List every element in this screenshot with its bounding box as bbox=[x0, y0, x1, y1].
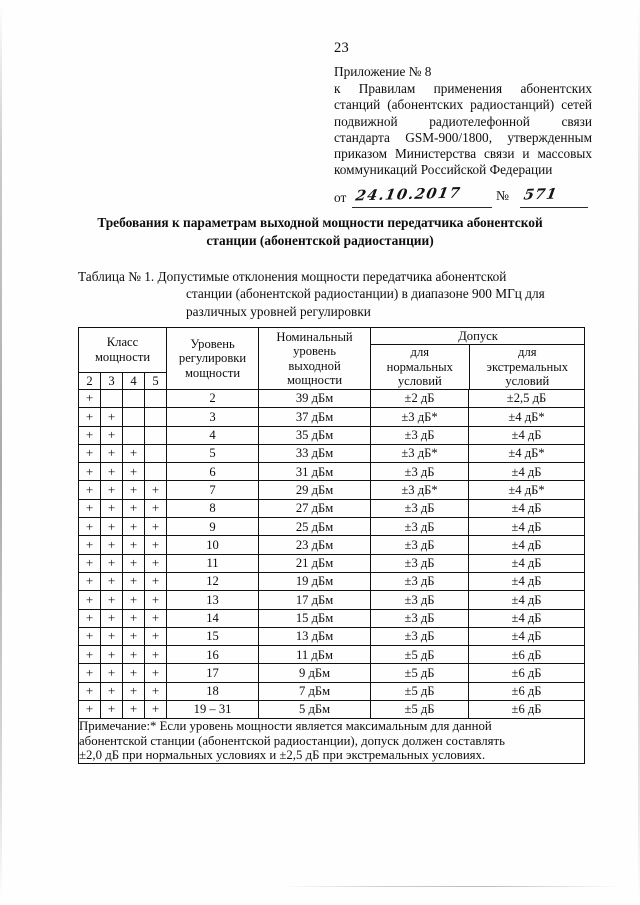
cell-power-class-3: + bbox=[101, 664, 123, 682]
appendix-reference-text: к Правилам применения абонентских станций (абонентских радиостанций) сетей подвижной радиотелефонной связи стандарта GSM-900/1800, утвержденным приказом Министерства связи и массовых коммуникаций Российской Федерации bbox=[334, 81, 592, 178]
cell-nominal-power: 25 дБм bbox=[259, 518, 371, 536]
table-row bbox=[79, 591, 585, 609]
cell-control-level: 15 bbox=[167, 627, 259, 645]
power-tolerance-table-wrapper bbox=[78, 327, 569, 764]
cell-power-class-4: + bbox=[123, 609, 145, 627]
cell-power-class-5: + bbox=[145, 664, 167, 682]
cell-nominal-power: 19 дБм bbox=[259, 572, 371, 590]
cell-power-class-2: + bbox=[79, 664, 101, 682]
cell-power-class-3: + bbox=[101, 536, 123, 554]
cell-power-class-4: + bbox=[123, 536, 145, 554]
scan-edge-bottom bbox=[280, 886, 622, 887]
cell-power-class-5: + bbox=[145, 518, 167, 536]
cell-power-class-2: + bbox=[79, 426, 101, 444]
cell-tolerance-extreme: ±4 дБ bbox=[469, 536, 585, 554]
cell-power-class-2: + bbox=[79, 463, 101, 481]
table-row bbox=[79, 518, 585, 536]
cell-power-class-4 bbox=[123, 426, 145, 444]
header-nominal-power-line4: мощности bbox=[286, 372, 343, 387]
power-tolerance-table bbox=[78, 327, 585, 764]
order-number-underline bbox=[520, 207, 588, 208]
cell-tolerance-extreme: ±4 дБ* bbox=[469, 408, 585, 426]
cell-power-class-5 bbox=[145, 390, 167, 408]
table-row bbox=[79, 481, 585, 499]
scan-edge-left bbox=[0, 0, 2, 905]
header-normal-line1: для bbox=[410, 345, 430, 360]
appendix-reference-block bbox=[334, 64, 592, 178]
cell-nominal-power: 9 дБм bbox=[259, 664, 371, 682]
cell-power-class-5 bbox=[145, 463, 167, 481]
cell-power-class-4: + bbox=[123, 627, 145, 645]
cell-control-level: 14 bbox=[167, 609, 259, 627]
document-heading bbox=[78, 214, 562, 249]
cell-control-level: 19 – 31 bbox=[167, 701, 259, 719]
cell-tolerance-extreme: ±4 дБ* bbox=[469, 481, 585, 499]
header-normal-line3: условий bbox=[397, 374, 442, 389]
cell-tolerance-normal: ±2 дБ bbox=[371, 390, 469, 408]
cell-power-class-4: + bbox=[123, 554, 145, 572]
cell-power-class-3: + bbox=[101, 609, 123, 627]
cell-tolerance-extreme: ±6 дБ bbox=[469, 664, 585, 682]
table-row bbox=[79, 390, 585, 408]
cell-power-class-2: + bbox=[79, 481, 101, 499]
cell-power-class-4: + bbox=[123, 572, 145, 590]
cell-tolerance-extreme: ±6 дБ bbox=[469, 682, 585, 700]
header-control-level bbox=[167, 328, 259, 390]
cell-tolerance-extreme: ±4 дБ bbox=[469, 463, 585, 481]
cell-nominal-power: 35 дБм bbox=[259, 426, 371, 444]
table-header bbox=[79, 328, 585, 390]
table-row bbox=[79, 609, 585, 627]
cell-power-class-2: + bbox=[79, 518, 101, 536]
appendix-title: Приложение № 8 bbox=[334, 64, 432, 79]
cell-power-class-2: + bbox=[79, 701, 101, 719]
cell-tolerance-normal: ±3 дБ* bbox=[371, 444, 469, 462]
cell-tolerance-normal: ±3 дБ* bbox=[371, 408, 469, 426]
cell-power-class-4: + bbox=[123, 444, 145, 462]
table-row bbox=[79, 463, 585, 481]
cell-tolerance-normal: ±3 дБ bbox=[371, 627, 469, 645]
cell-power-class-3: + bbox=[101, 554, 123, 572]
cell-control-level: 17 bbox=[167, 664, 259, 682]
header-control-level-line2: регулировки bbox=[178, 351, 247, 366]
table-row bbox=[79, 682, 585, 700]
header-nominal-power-line1: Номинальный bbox=[276, 329, 353, 344]
table-row bbox=[79, 646, 585, 664]
cell-control-level: 2 bbox=[167, 390, 259, 408]
cell-power-class-5: + bbox=[145, 536, 167, 554]
document-heading-line1: Требования к параметрам выходной мощности передатчика абонентской bbox=[97, 215, 543, 230]
header-tolerance-extreme bbox=[469, 345, 585, 390]
cell-power-class-4: + bbox=[123, 646, 145, 664]
table-note-line2: абонентской станции (абонентской радиостанции), допуск должен составлять bbox=[79, 733, 505, 748]
header-tolerance-normal bbox=[371, 345, 469, 390]
cell-control-level: 16 bbox=[167, 646, 259, 664]
cell-nominal-power: 33 дБм bbox=[259, 444, 371, 462]
cell-power-class-5: + bbox=[145, 701, 167, 719]
cell-power-class-3: + bbox=[101, 682, 123, 700]
cell-nominal-power: 27 дБм bbox=[259, 499, 371, 517]
cell-nominal-power: 5 дБм bbox=[259, 701, 371, 719]
cell-power-class-3: + bbox=[101, 646, 123, 664]
cell-control-level: 8 bbox=[167, 499, 259, 517]
cell-power-class-4: + bbox=[123, 499, 145, 517]
cell-nominal-power: 7 дБм bbox=[259, 682, 371, 700]
cell-nominal-power: 11 дБм bbox=[259, 646, 371, 664]
cell-power-class-3: + bbox=[101, 627, 123, 645]
order-from-label: от bbox=[334, 190, 347, 205]
header-class-4: 4 bbox=[123, 372, 145, 389]
header-class-2: 2 bbox=[79, 372, 101, 389]
cell-power-class-3: + bbox=[101, 572, 123, 590]
header-power-class bbox=[79, 328, 167, 373]
cell-power-class-5 bbox=[145, 408, 167, 426]
table-row bbox=[79, 627, 585, 645]
header-control-level-line3: мощности bbox=[184, 365, 241, 380]
cell-power-class-2: + bbox=[79, 554, 101, 572]
cell-power-class-4: + bbox=[123, 463, 145, 481]
cell-power-class-3: + bbox=[101, 426, 123, 444]
cell-tolerance-normal: ±3 дБ bbox=[371, 572, 469, 590]
cell-control-level: 4 bbox=[167, 426, 259, 444]
header-extreme-line3: условий bbox=[505, 374, 550, 389]
cell-control-level: 13 bbox=[167, 591, 259, 609]
cell-power-class-3: + bbox=[101, 408, 123, 426]
table-note-line3: ±2,0 дБ при нормальных условиях и ±2,5 дБ при экстремальных условиях. bbox=[79, 748, 486, 763]
cell-power-class-5: + bbox=[145, 591, 167, 609]
header-nominal-power bbox=[259, 328, 371, 390]
cell-control-level: 6 bbox=[167, 463, 259, 481]
cell-tolerance-normal: ±3 дБ bbox=[371, 554, 469, 572]
table-row bbox=[79, 536, 585, 554]
cell-control-level: 9 bbox=[167, 518, 259, 536]
cell-tolerance-extreme: ±4 дБ bbox=[469, 591, 585, 609]
cell-power-class-4 bbox=[123, 408, 145, 426]
header-power-class-line1: Класс bbox=[106, 335, 139, 350]
table-caption-line3: различных уровней регулировки bbox=[186, 303, 371, 319]
header-power-class-line2: мощности bbox=[94, 349, 151, 364]
cell-power-class-5: + bbox=[145, 627, 167, 645]
cell-tolerance-extreme: ±2,5 дБ bbox=[469, 390, 585, 408]
cell-power-class-4: + bbox=[123, 481, 145, 499]
cell-tolerance-normal: ±3 дБ bbox=[371, 463, 469, 481]
cell-power-class-5: + bbox=[145, 646, 167, 664]
cell-control-level: 12 bbox=[167, 572, 259, 590]
cell-tolerance-normal: ±3 дБ bbox=[371, 536, 469, 554]
table-note bbox=[79, 719, 585, 763]
cell-power-class-2: + bbox=[79, 444, 101, 462]
cell-power-class-5: + bbox=[145, 682, 167, 700]
cell-tolerance-extreme: ±4 дБ bbox=[469, 572, 585, 590]
cell-control-level: 3 bbox=[167, 408, 259, 426]
order-date-handwritten: 24.10.2017 bbox=[354, 184, 463, 205]
cell-tolerance-extreme: ±4 дБ bbox=[469, 609, 585, 627]
cell-control-level: 18 bbox=[167, 682, 259, 700]
table-row bbox=[79, 572, 585, 590]
cell-nominal-power: 17 дБм bbox=[259, 591, 371, 609]
cell-power-class-3: + bbox=[101, 591, 123, 609]
cell-power-class-2: + bbox=[79, 682, 101, 700]
cell-tolerance-normal: ±5 дБ bbox=[371, 701, 469, 719]
cell-power-class-5: + bbox=[145, 572, 167, 590]
cell-power-class-2: + bbox=[79, 609, 101, 627]
table-row bbox=[79, 701, 585, 719]
header-class-5: 5 bbox=[145, 372, 167, 389]
cell-power-class-4: + bbox=[123, 682, 145, 700]
cell-tolerance-normal: ±3 дБ bbox=[371, 591, 469, 609]
header-extreme-line1: для bbox=[518, 345, 537, 360]
cell-tolerance-extreme: ±6 дБ bbox=[469, 701, 585, 719]
table-row bbox=[79, 664, 585, 682]
cell-power-class-4 bbox=[123, 390, 145, 408]
cell-nominal-power: 13 дБм bbox=[259, 627, 371, 645]
order-number-label: № bbox=[496, 188, 509, 203]
cell-power-class-3: + bbox=[101, 481, 123, 499]
cell-tolerance-normal: ±3 дБ* bbox=[371, 481, 469, 499]
table-body bbox=[79, 390, 585, 764]
table-caption-line1: Таблица № 1. Допустимые отклонения мощности передатчика абонентской bbox=[78, 269, 507, 284]
header-normal-line2: нормальных bbox=[386, 359, 453, 374]
cell-nominal-power: 21 дБм bbox=[259, 554, 371, 572]
cell-power-class-5 bbox=[145, 444, 167, 462]
cell-tolerance-normal: ±3 дБ bbox=[371, 609, 469, 627]
cell-power-class-3: + bbox=[101, 701, 123, 719]
cell-power-class-5: + bbox=[145, 499, 167, 517]
order-date-underline bbox=[352, 207, 492, 208]
cell-power-class-2: + bbox=[79, 390, 101, 408]
cell-power-class-5: + bbox=[145, 481, 167, 499]
page-number: 23 bbox=[334, 40, 349, 56]
cell-tolerance-extreme: ±6 дБ bbox=[469, 646, 585, 664]
cell-tolerance-normal: ±3 дБ bbox=[371, 518, 469, 536]
cell-tolerance-normal: ±5 дБ bbox=[371, 646, 469, 664]
cell-power-class-4: + bbox=[123, 664, 145, 682]
cell-tolerance-extreme: ±4 дБ bbox=[469, 426, 585, 444]
header-class-3: 3 bbox=[101, 372, 123, 389]
cell-power-class-3: + bbox=[101, 518, 123, 536]
cell-tolerance-extreme: ±4 дБ bbox=[469, 627, 585, 645]
cell-control-level: 11 bbox=[167, 554, 259, 572]
header-control-level-line1: Уровень bbox=[190, 336, 235, 351]
cell-control-level: 5 bbox=[167, 444, 259, 462]
cell-tolerance-normal: ±3 дБ bbox=[371, 426, 469, 444]
cell-nominal-power: 15 дБм bbox=[259, 609, 371, 627]
cell-power-class-5 bbox=[145, 426, 167, 444]
cell-power-class-4: + bbox=[123, 591, 145, 609]
cell-nominal-power: 37 дБм bbox=[259, 408, 371, 426]
cell-power-class-2: + bbox=[79, 646, 101, 664]
cell-tolerance-extreme: ±4 дБ bbox=[469, 554, 585, 572]
cell-tolerance-normal: ±5 дБ bbox=[371, 682, 469, 700]
table-caption-line2: станции (абонентской радиостанции) в диапазоне 900 МГц для bbox=[186, 286, 545, 302]
cell-power-class-2: + bbox=[79, 572, 101, 590]
table-caption bbox=[78, 268, 562, 320]
table-header-row-group bbox=[79, 328, 585, 373]
cell-power-class-5: + bbox=[145, 554, 167, 572]
header-tolerance-group: Допуск bbox=[371, 328, 585, 345]
cell-power-class-2: + bbox=[79, 591, 101, 609]
cell-power-class-3: + bbox=[101, 463, 123, 481]
cell-tolerance-normal: ±3 дБ bbox=[371, 499, 469, 517]
cell-control-level: 7 bbox=[167, 481, 259, 499]
table-note-line1: Примечание:* Если уровень мощности является максимальным для данной bbox=[79, 719, 492, 734]
order-signature-line bbox=[334, 186, 592, 210]
table-row bbox=[79, 554, 585, 572]
order-number-handwritten: 571 bbox=[522, 185, 559, 204]
cell-power-class-4: + bbox=[123, 518, 145, 536]
cell-nominal-power: 31 дБм bbox=[259, 463, 371, 481]
cell-power-class-3 bbox=[101, 390, 123, 408]
cell-control-level: 10 bbox=[167, 536, 259, 554]
cell-tolerance-normal: ±5 дБ bbox=[371, 664, 469, 682]
cell-power-class-2: + bbox=[79, 536, 101, 554]
header-nominal-power-line3: выходной bbox=[288, 358, 341, 373]
cell-tolerance-extreme: ±4 дБ bbox=[469, 499, 585, 517]
document-heading-line2: станции (абонентской радиостанции) bbox=[206, 232, 434, 248]
cell-power-class-3: + bbox=[101, 444, 123, 462]
cell-power-class-2: + bbox=[79, 627, 101, 645]
table-row bbox=[79, 426, 585, 444]
table-row bbox=[79, 444, 585, 462]
table-row bbox=[79, 408, 585, 426]
cell-nominal-power: 39 дБм bbox=[259, 390, 371, 408]
cell-tolerance-extreme: ±4 дБ* bbox=[469, 444, 585, 462]
table-row bbox=[79, 499, 585, 517]
cell-nominal-power: 23 дБм bbox=[259, 536, 371, 554]
header-extreme-line2: экстремальных bbox=[486, 359, 569, 374]
cell-power-class-5: + bbox=[145, 609, 167, 627]
header-tolerance-container bbox=[371, 328, 585, 390]
cell-power-class-2: + bbox=[79, 499, 101, 517]
table-note-row bbox=[79, 719, 585, 763]
cell-nominal-power: 29 дБм bbox=[259, 481, 371, 499]
cell-power-class-4: + bbox=[123, 701, 145, 719]
header-nominal-power-line2: уровень bbox=[293, 344, 336, 359]
cell-power-class-3: + bbox=[101, 499, 123, 517]
cell-power-class-2: + bbox=[79, 408, 101, 426]
cell-tolerance-extreme: ±4 дБ bbox=[469, 518, 585, 536]
